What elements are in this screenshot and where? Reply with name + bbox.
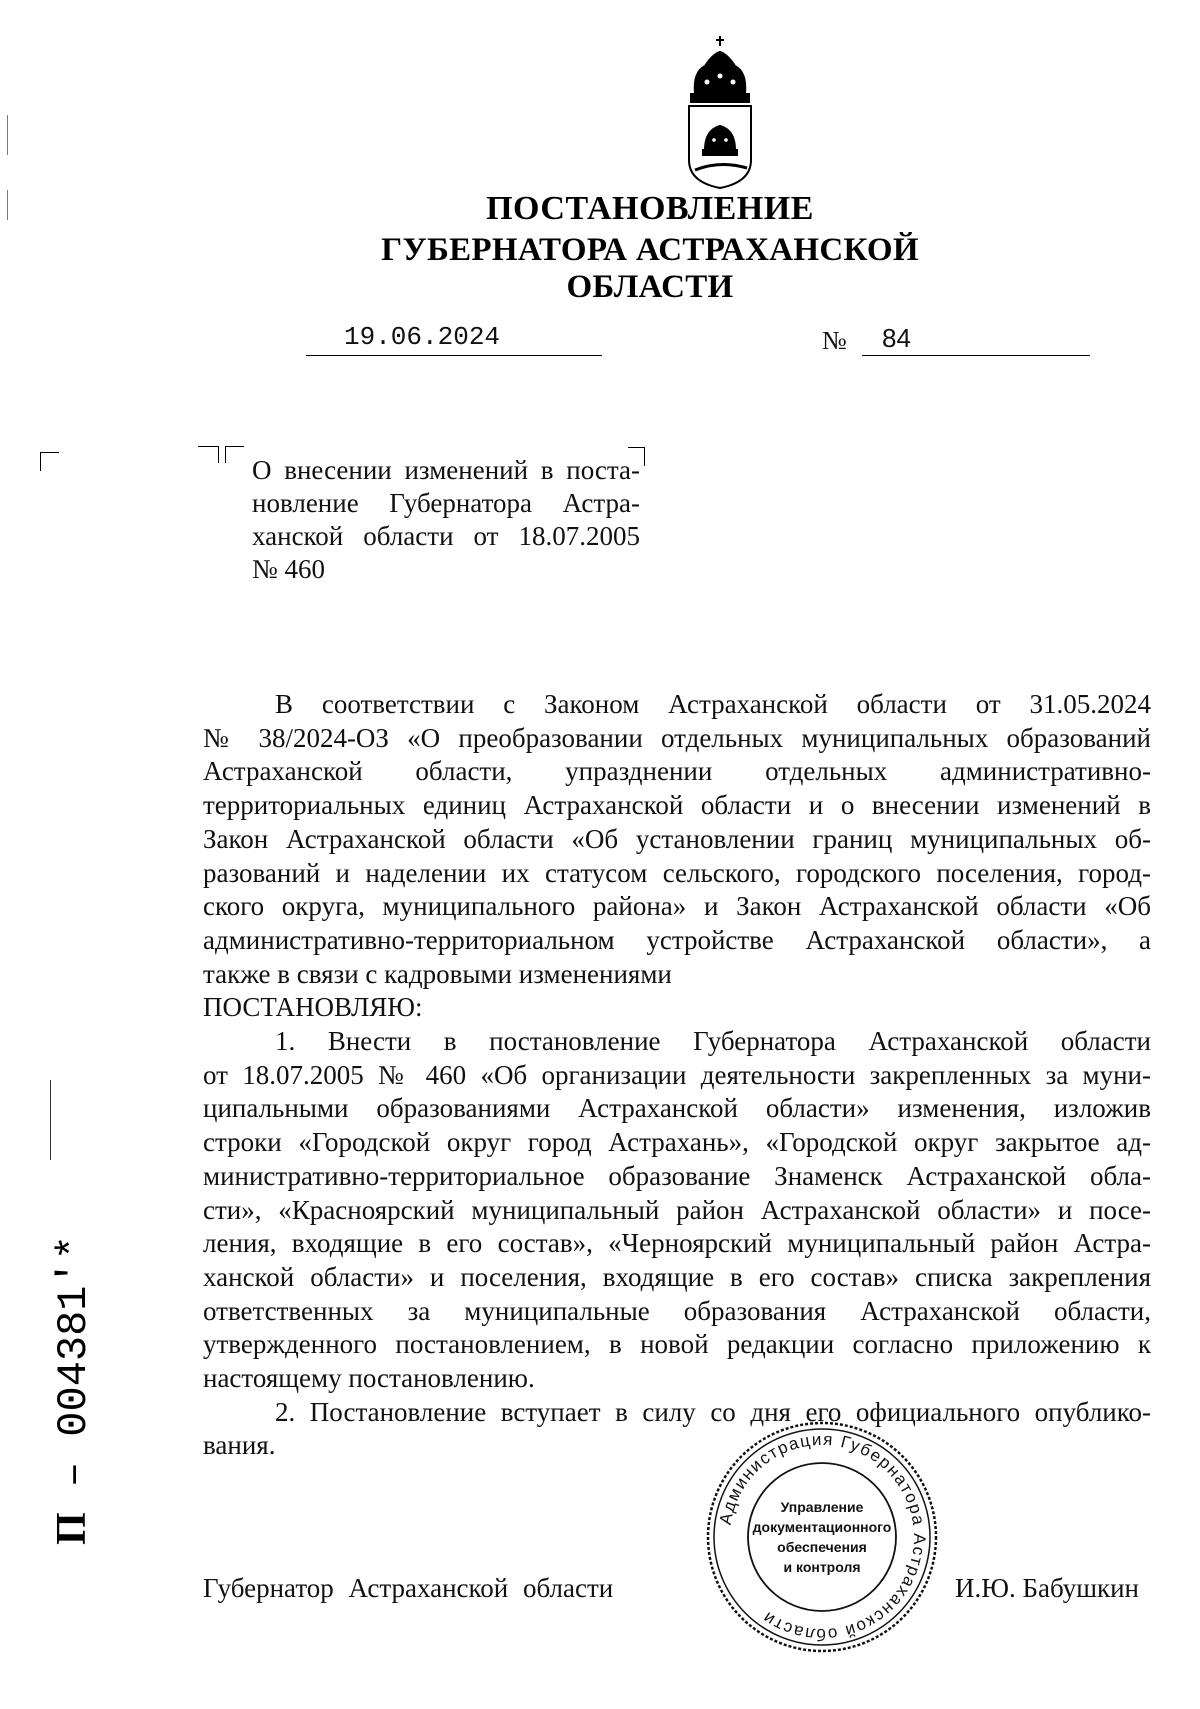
body-line: В соответствии с Законом Астраханской области от 31.05.2024 xyxy=(275,689,1151,719)
body-line: ответственных за муниципальные образования Астраханской области, xyxy=(203,1295,1151,1326)
coat-of-arms-emblem xyxy=(675,32,765,192)
subject-line: ханской области от 18.07.2005 xyxy=(252,521,640,551)
body-line: № 38/2024-ОЗ «О преобразовании отдельных муниципальных образований xyxy=(203,722,1151,753)
body-line: 2. Постановление вступает в силу со дня его официального опублико- xyxy=(275,1396,1151,1427)
body-line: сти», «Красноярский муниципальный район Астраханской области» и посе- xyxy=(203,1194,1151,1225)
subject-line: О внесении изменений в поста- xyxy=(252,455,640,485)
stamp-center-line: обеспечения xyxy=(777,1539,867,1555)
registration-code-text xyxy=(48,1235,98,1545)
body-line: ского округа, муниципального района» и Закон Астраханской области «Об xyxy=(203,891,1151,922)
body-line: административно-территориальном устройстве Астраханской области», а xyxy=(203,924,1151,955)
margin-mark xyxy=(7,190,8,220)
stamp-center-line: и контроля xyxy=(783,1559,861,1575)
body-line: разований и наделении их статусом сельского, городского поселения, город- xyxy=(203,857,1151,888)
document-title: ПОСТАНОВЛЕНИЕ xyxy=(486,190,814,227)
subject-line: новление Губернатора Астра- xyxy=(252,488,640,518)
body-line: Астраханской области, упразднении отдельных административно- xyxy=(203,756,1151,787)
corner-mark xyxy=(225,446,244,463)
decree-word: ПОСТАНОВЛЯЮ: xyxy=(203,992,423,1023)
document-subject xyxy=(252,454,640,586)
stamp-ring-text: Администрация Губернатора Астраханской области xyxy=(715,1429,930,1645)
stamp-center-line: документационного xyxy=(752,1519,892,1535)
official-stamp xyxy=(702,1417,942,1657)
signatory-position: Губернатор Астраханской области xyxy=(203,1573,614,1603)
body-line: вания. xyxy=(203,1430,276,1461)
subject-line: № 460 xyxy=(252,554,326,584)
body-line: настоящему постановлению. xyxy=(203,1363,535,1394)
issuer-title: ГУБЕРНАТОРА АСТРАХАНСКОЙ ОБЛАСТИ xyxy=(381,232,919,305)
corner-mark xyxy=(40,452,59,471)
body-line: ханской области» и поселения, входящие в его состав» списка закрепления xyxy=(203,1261,1151,1292)
body-line: ления, входящие в его состав», «Черноярский муниципальный район Астра- xyxy=(203,1228,1151,1259)
body-line: территориальных единиц Астраханской области и о внесении изменений в xyxy=(203,790,1151,821)
code-prefix: П xyxy=(49,1512,95,1545)
margin-mark xyxy=(50,1080,51,1160)
body-line: от 18.07.2005 № 460 «Об организации деятельности закрепленных за муни- xyxy=(203,1059,1151,1090)
corner-mark xyxy=(198,446,219,463)
body-line: утвержденного постановлением, в новой редакции согласно приложению к xyxy=(203,1329,1151,1360)
body-line: 1. Внести в постановление Губернатора Астраханской области xyxy=(275,1026,1151,1057)
document-date: 19.06.2024 xyxy=(306,322,602,356)
margin-mark xyxy=(7,115,8,155)
stamp-center-line: Управление xyxy=(780,1499,864,1515)
code-number: – 004381 xyxy=(50,1285,98,1513)
body-line: строки «Городской округ город Астрахань», «Городской округ закрытое ад- xyxy=(203,1127,1151,1158)
body-line: министративно-территориальное образование Знаменск Астраханской обла- xyxy=(203,1160,1151,1191)
signatory-name: И.Ю. Бабушкин xyxy=(955,1573,1140,1603)
number-label: № xyxy=(822,326,847,355)
document-body xyxy=(203,688,1151,1463)
body-line: ципальными образованиями Астраханской области» изменения, изложив xyxy=(203,1093,1151,1124)
code-suffix: '* xyxy=(50,1235,98,1286)
body-line: также в связи с кадровыми изменениями xyxy=(203,958,672,989)
document-number: 84 xyxy=(862,322,1090,356)
body-line: Закон Астраханской области «Об установлении границ муниципальных об- xyxy=(203,823,1151,854)
